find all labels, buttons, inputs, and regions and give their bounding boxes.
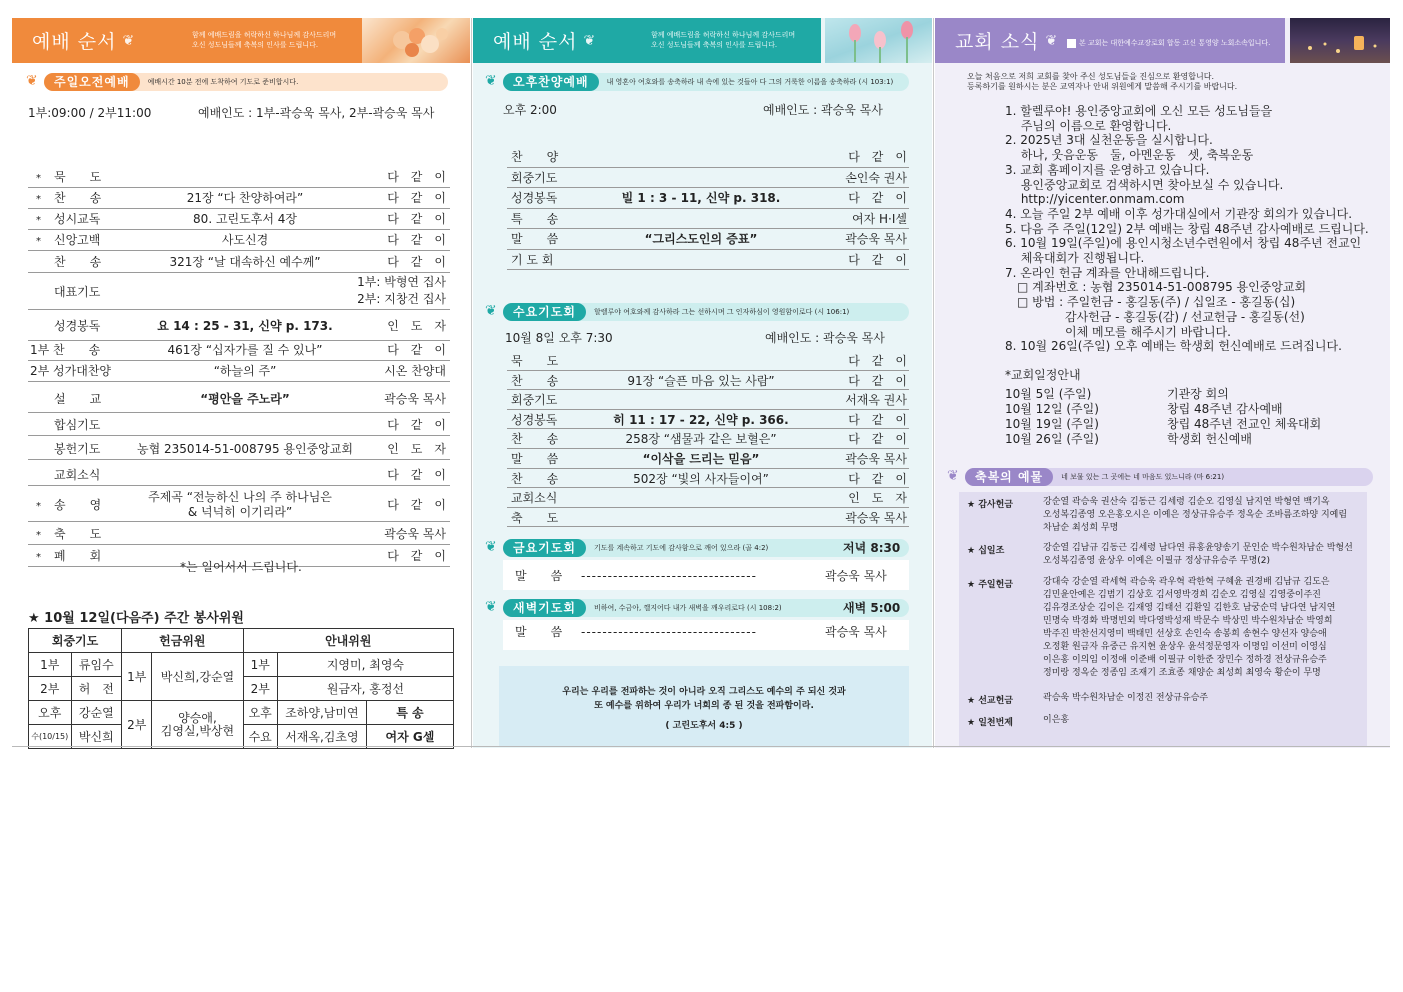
table-cell: 2부 [122, 701, 152, 749]
row-divider [507, 370, 909, 371]
afternoon-leader: 예배인도 : 곽승욱 목사 [763, 103, 883, 117]
row-divider [507, 468, 909, 469]
row-divider [28, 229, 450, 230]
table-cell: 지영미, 최영숙 [277, 653, 453, 677]
leaf-icon: ❦ [583, 32, 596, 49]
order-detail: 321장 “날 대속하신 예수께” [169, 254, 321, 269]
order-person: 인 도 자 [848, 491, 907, 506]
order-label: 회중기도 [511, 393, 558, 408]
service-leader: 예배인도 : 1부-곽승욱 목사, 2부-곽승욱 목사 [198, 106, 435, 120]
schedule-event: 학생회 헌신예배 [1167, 432, 1252, 446]
order-person: 다 같 이 [387, 342, 446, 357]
order-person: 다 같 이 [848, 471, 907, 486]
news-item: □ 계좌번호 : 농협 235014-51-008795 용인중앙교회 [1005, 280, 1307, 295]
order-person: 다 같 이 [387, 211, 446, 226]
order-person: 다 같 이 [848, 150, 907, 164]
order-label: 회중기도 [511, 170, 558, 185]
order-person: 손인숙 권사 [845, 170, 907, 185]
table-cell: 2부 [29, 677, 72, 701]
table-cell: 수요 [243, 725, 277, 749]
column1-header-title: 예배 순서 [32, 31, 117, 53]
row-divider [28, 521, 450, 522]
row-divider [507, 389, 909, 390]
morning-service-title-bar [44, 73, 448, 91]
offering-names: 강순열 곽승욱 권산숙 김동근 김세령 김순오 김영실 남지연 박형연 백기옥 [1043, 497, 1330, 507]
order-detail: 사도신경 [221, 232, 269, 247]
blessing-verse: 네 보물 있는 그 곳에는 네 마음도 있느니라 (마 6:21) [1061, 473, 1225, 481]
offering-names: 김유경조상순 김이은 김재영 김태선 김환일 김한호 남궁순덕 남다연 남지연 [1043, 603, 1336, 613]
order-person: 2부: 지창건 집사 [357, 292, 446, 306]
offering-category: ★ 십일조 [967, 546, 1005, 556]
row-divider [507, 167, 909, 168]
morning-service-column [12, 18, 470, 748]
table-cell: 오후 [243, 701, 277, 725]
table-header-cell: 회중기도 [29, 629, 122, 653]
order-label: 송 영 [54, 497, 102, 512]
row-divider [507, 228, 909, 229]
tulip-icon [825, 18, 932, 63]
order-person: 다 같 이 [387, 497, 446, 512]
order-detail: 258장 “샘물과 같은 보혈은” [625, 432, 777, 447]
news-item: 8. 10월 26일(주일) 오후 예배는 학생회 헌신예배로 드려집니다. [1005, 339, 1342, 354]
news-item: 주님의 이름으로 환영합니다. [1005, 118, 1172, 133]
wednesday-title-bar [503, 303, 909, 321]
order-label: 찬 송 [511, 432, 559, 447]
table-row [29, 629, 454, 653]
table-row [29, 653, 454, 677]
order-person: 여자 H·I셀 [852, 211, 907, 226]
news-item: 3. 교회 홈페이지를 운영하고 있습니다. [1005, 162, 1210, 177]
order-person: 다 같 이 [387, 190, 446, 205]
order-person: 다 같 이 [387, 169, 446, 184]
order-label: 묵 도 [54, 169, 102, 184]
service-time: 1부:09:00 / 2부11:00 [28, 106, 152, 120]
column1-header-note: 함께 예배드림을 허락하신 하나님께 감사드리며 오신 성도님들께 축복의 인사를 드립니다. [192, 31, 337, 49]
stand-note: *는 일어서서 드립니다. [180, 560, 302, 574]
standing-mark: * [36, 214, 41, 226]
bottom-rule [12, 746, 1390, 747]
row-divider [28, 340, 450, 341]
dawn-verse: 비하여, 수금아, 깰지어다 내가 새벽을 깨우리로다 (시 108:2) [593, 604, 782, 612]
order-detail: 농협 235014-51-008795 용인중앙교회 [137, 441, 353, 456]
order-detail: “그리스도인의 증표” [644, 232, 758, 246]
flower-bouquet-icon [362, 18, 470, 63]
schedule-title: *교회일정안내 [1005, 368, 1081, 382]
row-divider [28, 272, 450, 273]
sprig-icon: ❦ [26, 73, 38, 89]
offering-category: ★ 일천번제 [967, 718, 1013, 728]
welcome-intro: 등록하기를 원하시는 분은 교역자나 안내 위원에게 말씀해 주시기를 바랍니다. [967, 82, 1238, 91]
news-item: 4. 오늘 주일 2부 예배 이후 성가대실에서 기관장 회의가 있습니다. [1005, 206, 1353, 221]
offering-names: 김민윤안예은 김범기 김상호 김서영박경희 김순오 김영실 김영중이주진 [1043, 590, 1321, 600]
leaf-icon: ❦ [1045, 32, 1058, 49]
sprig-icon: ❦ [485, 599, 497, 615]
order-label: 신앙고백 [54, 232, 101, 247]
order-label: 찬 송 [54, 254, 102, 269]
order-label: 축 도 [54, 526, 102, 541]
dawn-dash: --------------------------------- [581, 625, 757, 639]
order-person: 1부: 박형연 집사 [357, 275, 446, 289]
table-cell: 허 전 [71, 677, 122, 701]
church-logo-icon [1067, 39, 1076, 48]
offering-category: ★ 감사헌금 [967, 500, 1013, 510]
standing-mark: * [36, 500, 41, 512]
offering-category: ★ 선교헌금 [967, 696, 1013, 706]
row-divider [507, 249, 909, 250]
row-divider [28, 435, 450, 436]
wednesday-title: 수요기도회 [503, 303, 586, 321]
offering-names: 차남순 최성희 무명 [1043, 523, 1119, 533]
standing-mark: * [36, 235, 41, 247]
order-person: 다 같 이 [387, 232, 446, 247]
order-label: 특 송 [511, 211, 559, 226]
volunteer-table [28, 628, 454, 749]
wednesday-verse: 할렐루야 여호와께 감사하라 그는 선하시며 그 인자하심이 영원함이로다 (시 106:1) [593, 308, 850, 316]
order-label: 폐 회 [54, 548, 102, 563]
bulletin-page [12, 18, 1390, 748]
friday-time: 저녁 8:30 [843, 541, 901, 555]
friday-preacher: 곽승욱 목사 [825, 569, 887, 583]
offering-names: 곽승욱 박수원차남순 이정진 전상규유승주 [1043, 693, 1209, 703]
schedule-date: 10월 19일 (주일) [1005, 417, 1099, 431]
table-cell: 여자 G셀 [366, 725, 453, 749]
order-detail: 21장 “다 찬양하여라” [186, 190, 304, 205]
wednesday-time: 10월 8일 오후 7:30 [505, 331, 613, 345]
schedule-event: 창립 48주년 감사예배 [1167, 402, 1283, 416]
row-divider [507, 269, 909, 270]
sprig-icon: ❦ [947, 468, 959, 484]
order-label: 찬 송 [54, 190, 102, 205]
order-label: 성경봉독 [511, 412, 558, 427]
table-cell: 1부 [122, 653, 152, 701]
row-divider [507, 507, 909, 508]
sprig-icon: ❦ [485, 73, 497, 89]
row-divider [28, 459, 450, 460]
order-label: 기 도 회 [511, 252, 554, 267]
table-cell: 류임수 [71, 653, 122, 677]
row-divider [28, 412, 450, 413]
dawn-time: 새벽 5:00 [843, 601, 901, 615]
schedule-event: 기관장 회의 [1167, 387, 1229, 401]
standing-mark: * [36, 551, 41, 563]
row-divider [507, 187, 909, 188]
scripture-reference: ( 고린도후서 4:5 ) [665, 721, 743, 731]
schedule-date: 10월 12일 (주일) [1005, 402, 1099, 416]
lantern-icon [1290, 18, 1390, 63]
table-cell: 수(10/15) [29, 725, 72, 749]
order-person: 서재옥 권사 [845, 393, 907, 408]
row-divider [28, 360, 450, 361]
order-label: 교회소식 [54, 467, 101, 482]
order-person: 다 같 이 [848, 252, 907, 267]
table-cell: 특 송 [366, 701, 453, 725]
order-detail: 히 11 : 17 - 22, 신약 p. 366. [613, 412, 789, 427]
order-person: 곽승욱 목사 [384, 391, 446, 406]
table-header-cell: 헌금위원 [122, 629, 243, 653]
order-person: 인 도 자 [387, 318, 446, 333]
order-label: 찬 양 [511, 150, 559, 164]
row-divider [507, 409, 909, 410]
row-divider [28, 309, 450, 310]
table-cell: 원금자, 홍정선 [277, 677, 453, 701]
table-cell: 1부 [29, 653, 72, 677]
order-label: 설 교 [54, 391, 102, 406]
offering-names: 오성복김종영 윤상우 이예은 이필규 정상규유승주 무명(2) [1043, 556, 1271, 566]
blessing-title: 축복의 예물 [965, 468, 1053, 486]
news-item: 이체 메모를 해주시기 바랍니다. [1005, 324, 1231, 339]
news-item: 용인중앙교회로 검색하시면 찾아보실 수 있습니다. [1005, 177, 1284, 192]
order-label: 교회소식 [511, 491, 558, 506]
afternoon-service-column [473, 18, 932, 748]
friday-label: 말 씀 [515, 569, 563, 583]
news-item: http://yicenter.onmam.com [1005, 192, 1185, 207]
order-label: 축 도 [511, 510, 559, 525]
offering-names: 이은홍 [1043, 715, 1070, 725]
news-item: 감사헌금 - 홍길동(감) / 선교헌금 - 홍길동(선) [1005, 309, 1305, 324]
order-person: 인 도 자 [387, 441, 446, 456]
order-detail: 502장 “빛의 사자들이여” [633, 471, 769, 486]
schedule-event: 창립 48주년 전교인 체육대회 [1167, 417, 1322, 431]
standing-mark: * [36, 172, 41, 184]
order-detail: “하늘의 주” [213, 363, 277, 378]
table-cell: 강순열 [71, 701, 122, 725]
row-divider [507, 428, 909, 429]
column-divider [471, 18, 472, 748]
order-person: 다 같 이 [387, 254, 446, 269]
blessing-title-bar [965, 468, 1373, 486]
row-divider [28, 250, 450, 251]
afternoon-verse: 내 영혼아 여호와를 송축하라 내 속에 있는 것들아 다 그의 거룩한 이름을 송축하라 (시 103:1) [606, 78, 894, 86]
scripture-line: 또 예수를 위하여 우리가 너희의 종 된 것을 전파함이라. [594, 701, 814, 711]
dawn-preacher: 곽승욱 목사 [825, 625, 887, 639]
order-label: 성시교독 [54, 211, 101, 226]
order-label: 1부 찬 송 [30, 342, 101, 357]
order-label: 찬 송 [511, 471, 559, 486]
order-label: 대표기도 [54, 284, 101, 299]
welcome-intro: 오늘 처음으로 저희 교회를 찾아 주신 성도님들을 진심으로 환영합니다. [967, 72, 1214, 81]
column2-header-title: 예배 순서 [493, 31, 578, 53]
order-label: 성경봉독 [54, 318, 101, 333]
blessing-offerings-box [959, 492, 1367, 746]
news-item: 6. 10월 19일(주일)에 용인시청소년수련원에서 창립 48주년 전교인 [1005, 236, 1362, 251]
order-person: 시온 찬양대 [384, 363, 446, 378]
offering-names: 강대숙 강순열 곽세혁 곽승욱 곽우혁 곽한혁 구혜윤 권경배 김남규 김도은 [1043, 577, 1330, 587]
table-cell: 1부 [243, 653, 277, 677]
row-divider [28, 544, 450, 545]
table-cell: 조하양,남미연 [277, 701, 366, 725]
sprig-icon: ❦ [485, 539, 497, 555]
dawn-title: 새벽기도회 [503, 599, 586, 617]
leaf-icon: ❦ [122, 32, 135, 49]
table-cell: 서재옥,김초영 [277, 725, 366, 749]
offering-names: 이은홍 이의임 이정애 이준배 이필규 이한준 장민수 정하경 전상규유승주 [1043, 655, 1327, 665]
schedule-date: 10월 5일 (주일) [1005, 387, 1092, 401]
order-detail: 91장 “슬픈 마음 있는 사람” [627, 373, 775, 388]
row-divider [28, 485, 450, 486]
order-person: 다 같 이 [848, 354, 907, 368]
wednesday-leader: 예배인도 : 곽승욱 목사 [765, 331, 885, 345]
table-row [29, 701, 454, 725]
table-header-cell: 안내위원 [243, 629, 454, 653]
friday-title: 금요기도회 [503, 539, 586, 557]
order-person: 다 같 이 [848, 191, 907, 205]
news-item: 7. 온라인 헌금 계좌를 안내해드립니다. [1005, 265, 1210, 280]
order-person: 다 같 이 [387, 548, 446, 563]
row-divider [507, 208, 909, 209]
afternoon-title: 오후찬양예배 [503, 73, 599, 91]
morning-service-title: 주일오전예배 [44, 73, 140, 91]
friday-verse: 기도를 계속하고 기도에 감사함으로 깨어 있으라 (골 4:2) [593, 544, 769, 552]
order-person: 곽승욱 목사 [845, 510, 907, 525]
dawn-label: 말 씀 [515, 625, 563, 639]
order-detail: 빌 1 : 3 - 11, 신약 p. 318. [621, 191, 781, 205]
order-person: 곽승욱 목사 [845, 452, 907, 466]
row-divider [28, 187, 450, 188]
offering-names: 오성복김종영 오은홍오시은 이예은 정상규유승주 정옥순 조바름조하양 지예림 [1043, 510, 1348, 520]
lantern-photo [1290, 18, 1390, 63]
order-label: 성경봉독 [511, 191, 558, 205]
order-detail: 요 14 : 25 - 31, 신약 p. 173. [157, 318, 333, 333]
schedule-date: 10월 26일 (주일) [1005, 432, 1099, 446]
morning-service-note: 예배시간 10분 전에 도착하여 기도로 준비합시다. [147, 78, 299, 86]
news-item: 체육대회가 진행됩니다. [1005, 251, 1145, 265]
row-divider [28, 381, 450, 382]
order-detail: 461장 “십자가를 질 수 있나” [167, 342, 323, 357]
column3-header-title: 교회 소식 [955, 31, 1040, 53]
order-person: 다 같 이 [848, 373, 907, 388]
order-detail: “평안을 주노라” [200, 391, 290, 406]
sprig-icon: ❦ [485, 303, 497, 319]
news-item: 5. 다음 주 주일(12일) 2부 예배는 창립 48주년 감사예배로 드립니다. [1005, 221, 1369, 236]
row-divider [28, 208, 450, 209]
table-cell: 오후 [29, 701, 72, 725]
order-person: 다 같 이 [848, 432, 907, 447]
offering-names: 오정환 원금자 유중근 유지현 윤상우 윤석정문영자 이명임 이선미 이영심 [1043, 642, 1327, 652]
order-person: 곽승욱 목사 [384, 526, 446, 541]
column2-header-note: 함께 예배드림을 허락하신 하나님께 감사드리며 오신 성도님들께 축복의 인사를 드립니다. [651, 31, 796, 49]
table-cell: 박신희 [71, 725, 122, 749]
row-divider [507, 526, 909, 527]
standing-mark: * [36, 193, 41, 205]
offering-names: 민명숙 박경화 박명빈외 박다영박성재 박문수 박상민 박수원차남순 박영희 [1043, 616, 1333, 626]
news-item: 1. 할렐루야! 용인중앙교회에 오신 모든 성도님들을 [1005, 104, 1273, 118]
order-label: 말 씀 [511, 232, 559, 246]
news-item: □ 방법 : 주일헌금 - 홍길동(주) / 십일조 - 홍길동(십) [1005, 295, 1296, 310]
afternoon-title-bar [503, 73, 909, 91]
flower-photo [362, 18, 470, 63]
order-person: 다 같 이 [387, 417, 446, 432]
table-cell: 양승애, 김영실,박상현 [152, 701, 243, 749]
order-detail: 주제곡 “전능하신 나의 주 하나님은 [148, 490, 332, 504]
order-person: 다 같 이 [387, 467, 446, 482]
table-cell: 2부 [243, 677, 277, 701]
church-news-column [935, 18, 1390, 748]
standing-mark: * [36, 529, 41, 541]
row-divider [507, 487, 909, 488]
order-label: 찬 송 [511, 373, 559, 388]
order-detail: 80. 고린도후서 4장 [193, 211, 297, 226]
tulip-photo [825, 18, 932, 63]
friday-dash: --------------------------------- [581, 569, 757, 583]
order-person: 곽승욱 목사 [845, 232, 907, 246]
order-label: 봉헌기도 [54, 441, 101, 456]
news-item: 하나, 웃음운동 둘, 아멘운동 셋, 축복운동 [1005, 148, 1254, 163]
order-detail: & 넉넉히 이기리라” [187, 505, 293, 519]
order-label: 합심기도 [54, 417, 101, 432]
column-divider [933, 18, 934, 748]
scripture-box [499, 666, 909, 746]
volunteer-title: ★ 10월 12일(다음주) 주간 봉사위원 [28, 611, 244, 626]
order-label: 말 씀 [511, 452, 559, 466]
order-person: 다 같 이 [848, 412, 907, 427]
order-label: 2부 성가대찬양 [30, 363, 112, 378]
scripture-line: 우리는 우리를 전파하는 것이 아니라 오직 그리스도 예수의 주 되신 것과 [562, 687, 846, 697]
offering-names: 정미랑 정옥순 정종임 조재기 조효종 채양순 최성희 최영숙 황순이 무명 [1043, 668, 1321, 678]
order-detail: “이삭을 드리는 믿음” [642, 452, 760, 466]
table-cell: 박신희,강순열 [152, 653, 243, 701]
row-divider [507, 448, 909, 449]
order-label: 묵 도 [511, 354, 559, 368]
offering-names: 강순열 김남규 김동근 김세령 남다연 류홍윤양송기 문인순 박수원차남순 박형선 [1043, 543, 1353, 553]
offering-names: 박주진 박찬선지영미 백태민 선상호 손인숙 송봉희 송현수 양선자 양승애 [1043, 629, 1327, 639]
column3-header-note: 본 교회는 대한예수교장로회 합동 고신 통영양 노회소속입니다. [1067, 38, 1270, 48]
afternoon-time: 오후 2:00 [503, 103, 557, 117]
news-item: 2. 2025년 3대 실천운동을 실시합니다. [1005, 133, 1213, 148]
offering-category: ★ 주일헌금 [967, 580, 1013, 590]
